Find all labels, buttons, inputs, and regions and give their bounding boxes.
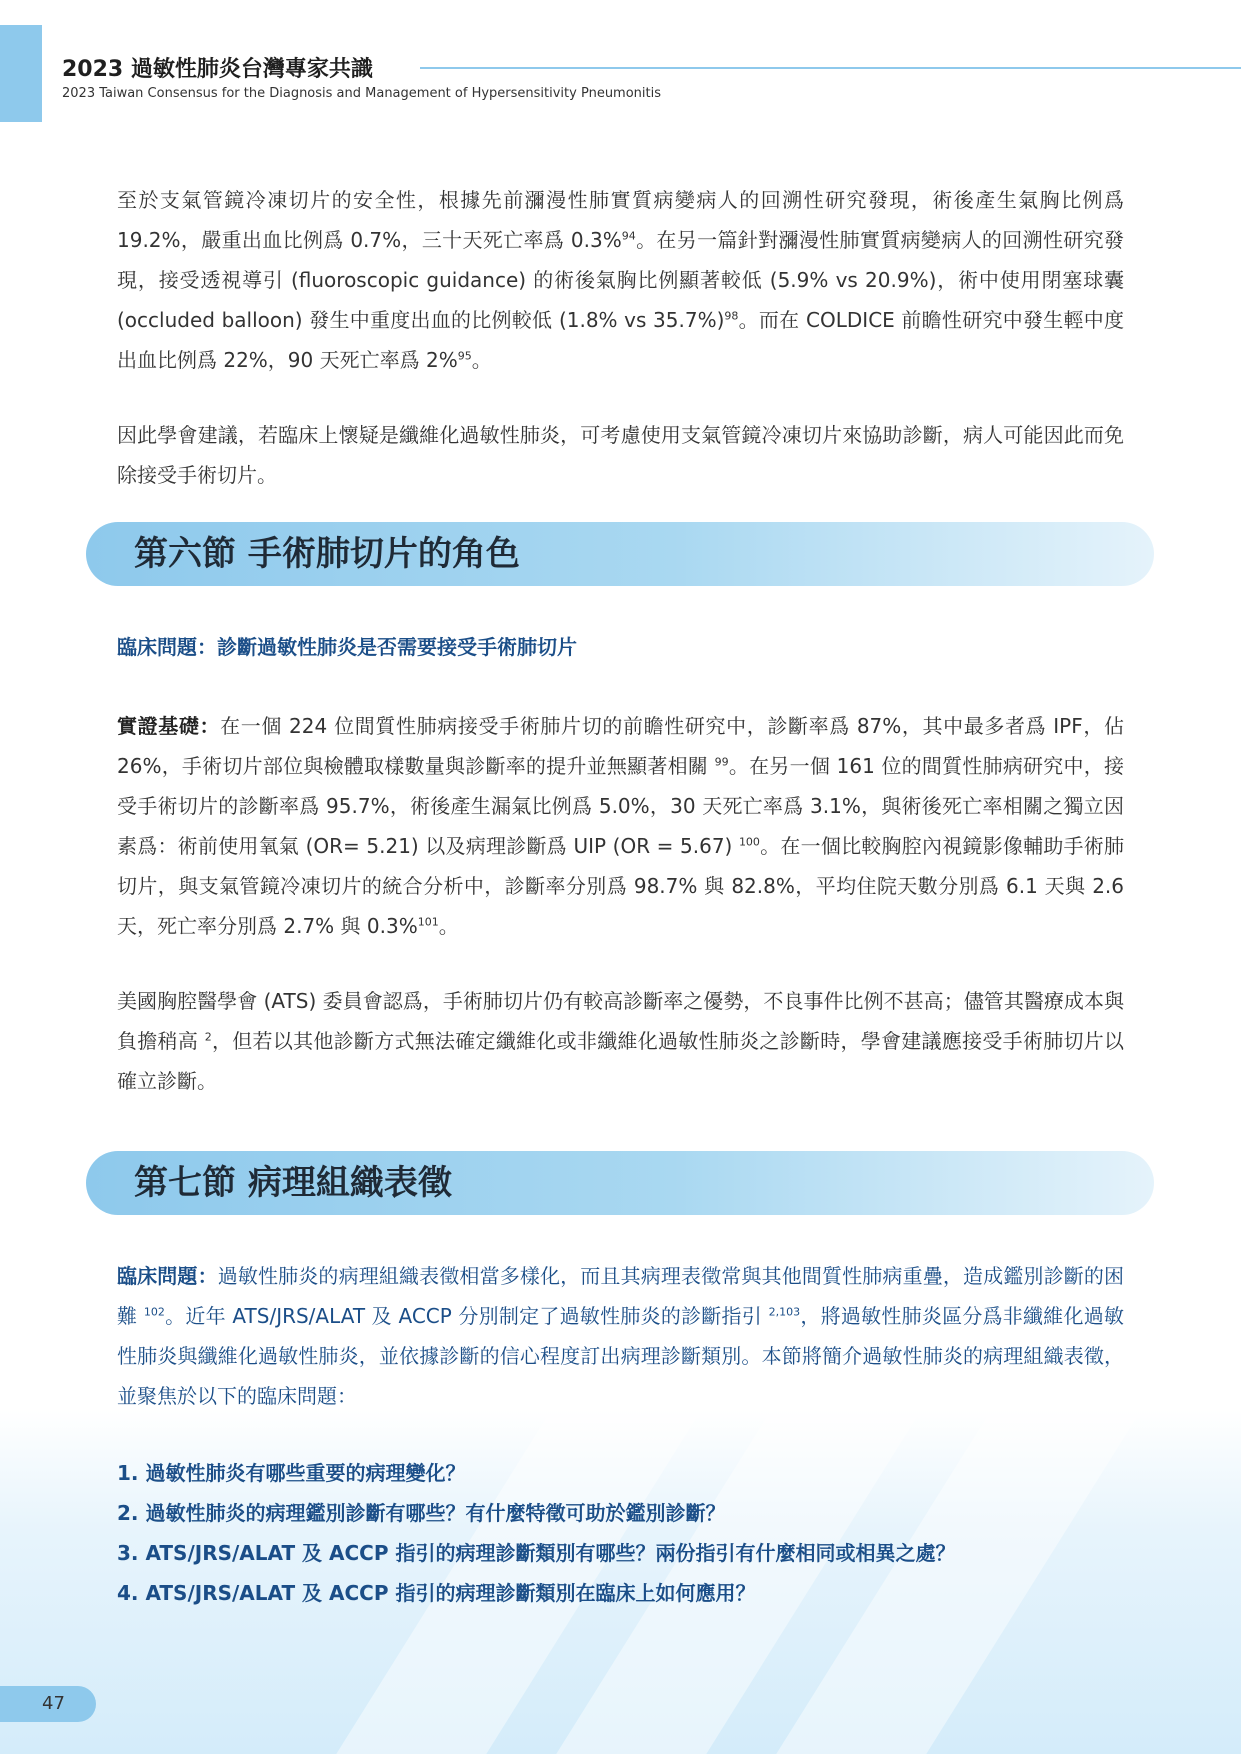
text-span: 。在一個比較胸腔內視鏡影像輔助手術肺切片，與支氣管鏡冷凍切片的統合分析中，診斷率分別爲 98.7% 與 82.8%，平均住院天數分別爲 6.1 天與 2.6 天，死亡率分別爲 2.7% 與 0.3% [117,834,1124,938]
citation: 100 [738,835,760,849]
section-7-question-block [117,1256,1124,1416]
intro-paragraph-2-block [117,415,1124,495]
list-item: 2. 過敏性肺炎的病理鑑別診斷有哪些？有什麼特徵可助於鑑別診斷？ [117,1501,726,1525]
header-divider-line [420,67,1241,69]
text-span: ，但若以其他診斷方式無法確定纖維化或非纖維化過敏性肺炎之診斷時，學會建議應接受手術肺切片以確立診斷。 [117,1029,1125,1093]
list-item: 4. ATS/JRS/ALAT 及 ACCP 指引的病理診斷類別在臨床上如何應用？ [117,1581,756,1605]
citation: 98 [724,309,739,323]
page-number: 47 [42,1693,65,1714]
list-item: 3. ATS/JRS/ALAT 及 ACCP 指引的病理診斷類別有哪些？兩份指引有什麼相同或相異之處？ [117,1541,956,1565]
text-span: 過敏性肺炎的病理組織表徵相當多樣化，而且其病理表徵常與其他間質性肺病重疊，造成鑑別診斷的困難 [117,1264,1125,1328]
page-number-tab [0,1686,96,1722]
list-item: 1. 過敏性肺炎有哪些重要的病理變化？ [117,1461,466,1485]
section-6-clinical-question: 臨床問題：診斷過敏性肺炎是否需要接受手術肺切片 [117,635,577,659]
intro-paragraph-2: 因此學會建議，若臨床上懷疑是纖維化過敏性肺炎，可考慮使用支氣管鏡冷凍切片來協助診斷，病人可能因此而免除接受手術切片。 [117,423,1124,487]
question-label: 臨床問題： [117,1264,218,1288]
header-side-tab [0,25,42,122]
clinical-questions-list [117,1453,955,1613]
section-6-evidence-paragraph [117,706,1124,946]
text-span: 。近年 ATS/JRS/ALAT 及 ACCP 分別制定了過敏性肺炎的診斷指引 [164,1304,769,1328]
section-6-recommendation-block [117,981,1124,1101]
text-span: 美國胸腔醫學會 (ATS) 委員會認爲，手術肺切片仍有較高診斷率之優勢，不良事件比例不甚高；儘管其醫療成本與負擔稍高 [117,989,1124,1053]
text-span: 。在另一個 161 位的間質性肺病研究中，接受手術切片的診斷率爲 95.7%，術後產生漏氣比例爲 5.0%，30 天死亡率爲 3.1%，與術後死亡率相關之獨立因素爲：術前使用氧氣 (OR= 5.21) 以及病理診斷爲 UIP (OR = 5.67) [117,754,1125,858]
section-6-title: 第六節 手術肺切片的角色 [134,534,520,574]
section-7-title: 第七節 病理組織表徵 [134,1163,452,1203]
section-7-heading-bar [86,1151,1154,1215]
text-span: 在一個 224 位間質性肺病接受手術肺片切的前瞻性研究中，診斷率爲 87%，其中最多者爲 IPF，佔 26%，手術切片部位與檢體取樣數量與診斷率的提升並無顯著相關 [117,714,1124,778]
section-7-clinical-question [117,1256,1124,1416]
intro-paragraph-1-block [117,180,1124,380]
citation: 95 [457,349,472,363]
text-span: ，將過敏性肺炎區分爲非纖維化過敏性肺炎與纖維化過敏性肺炎，並依據診斷的信心程度訂出病理診斷類別。本節將簡介過敏性肺炎的病理組織表徵，並聚焦於以下的臨床問題： [117,1304,1125,1408]
citation: 2 [204,1030,212,1044]
running-header-title: 2023 過敏性肺炎台灣專家共識 [62,57,373,82]
citation: 94 [621,229,636,243]
text-span: 。 [438,914,459,938]
citation: 99 [714,755,729,769]
section-6-question-block [117,627,1124,667]
text-span: 至於支氣管鏡冷凍切片的安全性，根據先前瀰漫性肺實質病變病人的回溯性研究發現，術後產生氣胸比例爲 19.2%，嚴重出血比例爲 0.7%，三十天死亡率爲 0.3% [117,188,1124,252]
running-header-subtitle: 2023 Taiwan Consensus for the Diagnosis and Management of Hypersensitivity Pneumonitis [62,86,662,101]
section-6-evidence-block [117,706,1124,946]
citation: 101 [417,915,439,929]
intro-paragraph-1 [117,180,1124,380]
evidence-label: 實證基礎： [117,714,221,738]
text-span: 。在另一篇針對瀰漫性肺實質病變病人的回溯性研究發現，接受透視導引 (fluoroscopic guidance) 的術後氣胸比例顯著較低 (5.9% vs 20.9%)，術中使用閉塞球囊 (occluded balloon) 發生中重度出血的比例較低 (1.8% vs 35.7%) [117,228,1124,332]
text-span: 。 [471,348,492,372]
citation: 2,103 [768,1305,801,1319]
section-6-recommendation-paragraph [117,981,1124,1101]
section-6-heading-bar [86,522,1154,586]
citation: 102 [143,1305,165,1319]
text-span: 。而在 COLDICE 前瞻性研究中發生輕中度出血比例爲 22%，90 天死亡率爲 2% [117,308,1125,372]
